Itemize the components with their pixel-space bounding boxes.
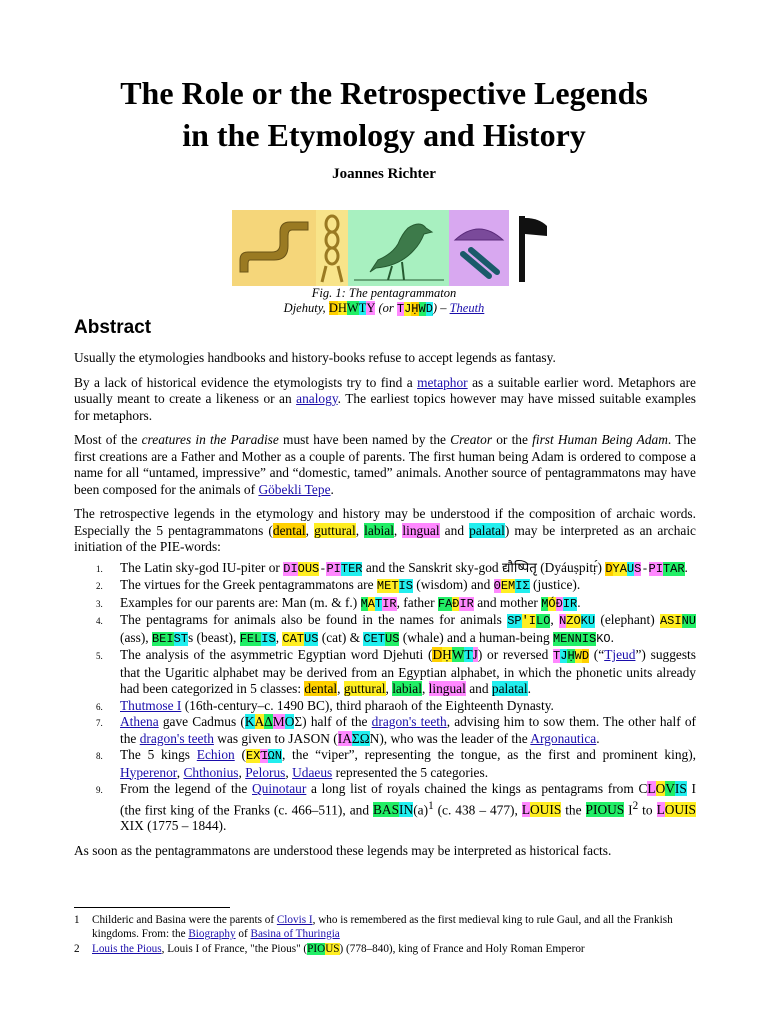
footnote-1: 1 Childeric and Basina were the parents of Clovis I, who is remembered as the first medieval king to rule Gaul, and all the Frankish kingdoms. From: the Biography of Basina of Thuringia (74, 914, 673, 940)
list-item: 6. Thutmose I (16th-century–c. 1490 BC), third pharaoh of the Eighteenth Dynasty. (96, 697, 554, 713)
snake-hieroglyph-icon (232, 210, 316, 286)
list-item: 8. The 5 kings Echion (ΕΧΊΩΝ, the “viper”, representing the tongue, as the first and prominent king), Hyperenor, Chthonius, Pelorus, Udaeus represented the 5 categories. (96, 747, 697, 780)
tjeud-link[interactable]: Tjeud (604, 647, 636, 662)
dragons-teeth-link[interactable]: dragon's teeth (371, 714, 447, 729)
argonautica-link[interactable]: Argonautica (530, 730, 597, 746)
quinotaur-link[interactable]: Quinotaur (252, 781, 307, 796)
udaeus-link[interactable]: Udaeus (292, 764, 333, 780)
athena-link[interactable]: Athena (120, 714, 159, 729)
thutmose-link[interactable]: Thutmose I (120, 697, 182, 713)
basina-link[interactable]: Basina of Thuringia (250, 928, 340, 940)
list-item: 9. From the legend of the Quinotaur a long list of royals chained the kings as pentagrams from CLOVIS I (the first king of the Franks (c. 466–511), and $BASIN(a)^1$ (c. 438 – 477), LOUIS the PIOUS $I^2$ to LOUIS XIX (1775 – 1844). (96, 781, 696, 834)
paragraph: By a lack of historical evidence the etymologists try to find a metaphor as a suitable earlier word. Metaphors are usually meant to create a likeness or an analogy. The earliest topics however may have missed suitable examples for metaphors. (74, 374, 697, 423)
pelorus-link[interactable]: Pelorus (245, 764, 286, 780)
figure-caption: Fig. 1: The pentagrammaton Djehuty, DHWTY (or TJḤWD) – Theuth (283, 286, 485, 316)
biography-link[interactable]: Biography (188, 928, 236, 940)
paragraph: Usually the etymologies handbooks and history-books refuse to accept legends as fantasy. (74, 350, 556, 365)
gobekli-tepe-link[interactable]: Göbekli Tepe (258, 481, 331, 497)
dragons-teeth-link-2[interactable]: dragon's teeth (139, 730, 214, 746)
list-item: 7. Athena gave Cadmus (KΑΔΜΟΣ) half of the dragon's teeth, advising him to sow them. The other half of the dragon's teeth was given to JASON (ΙΑΣΩΝ), who was the leader of the Argonautica. (96, 714, 696, 746)
footnote-divider (74, 907, 230, 908)
louis-the-pious-link[interactable]: Louis the Pious (92, 943, 162, 955)
legend-list (74, 560, 696, 835)
page-title: The Role or the Retrospective Legends in the Etymology and History (120, 75, 648, 153)
list-item: 5. The analysis of the asymmetric Egyptian word Djehuti (DḤWTJ) or reversed TJḤWD (“Tjeud”) suggests that the Ugaritic alphabet may be derived from an Egyptian alphabet, in which the phonetic units already had been categorized in 5 classes: dental, guttural, labial, lingual and palatal. (96, 647, 696, 696)
list-item: 3. Examples for our parents are: Man (m. & f.) MATIR, father FAÐIR and mother MÓÐIR. (96, 594, 581, 611)
paragraph: The retrospective legends in the etymology and history may be understood if the composition of archaic words. Especially the 5 pentagrammatons (dental, guttural, labial, lingual and palatal) may be interpreted as an archaic initiation of the PIE-words: (74, 506, 697, 554)
abstract-body (74, 350, 696, 867)
paragraph: Most of the creatures in the Paradise must have been named by the Creator or the first Human Being Adam. The first creations are a Father and Mother as a couple of parents. The first human being Adam is ordered to compose a name for all “untamed, impressive” and “domestic, tamed” animals. Another source of pentagrammatons may have been composed for the animals of Göbekli Tepe. (74, 432, 697, 497)
twisted-flax-hieroglyph-icon (316, 210, 348, 286)
author-name: Joannes Richter (332, 166, 436, 182)
abstract-heading: Abstract (74, 317, 152, 338)
theuth-link[interactable]: Theuth (449, 301, 485, 315)
echion-link[interactable]: Echion (196, 747, 235, 762)
list-item: 1. The Latin sky-god IU-piter or DIOUS-PITER and the Sanskrit sky-god द्यौष्पितृ (Dyáuṣpitṛ́) DYAUS-PITAR. (96, 559, 688, 576)
metaphor-link[interactable]: metaphor (417, 374, 468, 390)
footnote-2: 2 Louis the Pious, Louis I of France, "the Pious" (PIOUS) (778–840), king of France and Holy Roman Emperor (74, 943, 585, 955)
flag-hieroglyph-icon (509, 210, 558, 286)
pentagrammaton-figure (232, 210, 558, 286)
chthonius-link[interactable]: Chthonius (183, 764, 239, 780)
clovis-link[interactable]: Clovis I (276, 914, 313, 926)
analogy-link[interactable]: analogy (296, 391, 338, 406)
list-item: 2. The virtues for the Greek pentagrammatons are METIS (wisdom) and ΘEMIΣ (justice). (96, 577, 581, 593)
list-item: 4. The pentagrams for animals also be found in the names for animals SP'ILO, NZOKU (elephant) ASINU (ass), BEISTs (beast), FELIS, CATUS (cat) & CETUS (whale) and a human-being MENNISKO. (96, 612, 696, 646)
bread-loaf-hieroglyph-icon (449, 210, 509, 286)
hyperenor-link[interactable]: Hyperenor (120, 764, 177, 780)
bird-hieroglyph-icon (348, 210, 449, 286)
closing-paragraph: As soon as the pentagrammatons are understood these legends may be interpreted as historical facts. (74, 842, 612, 858)
